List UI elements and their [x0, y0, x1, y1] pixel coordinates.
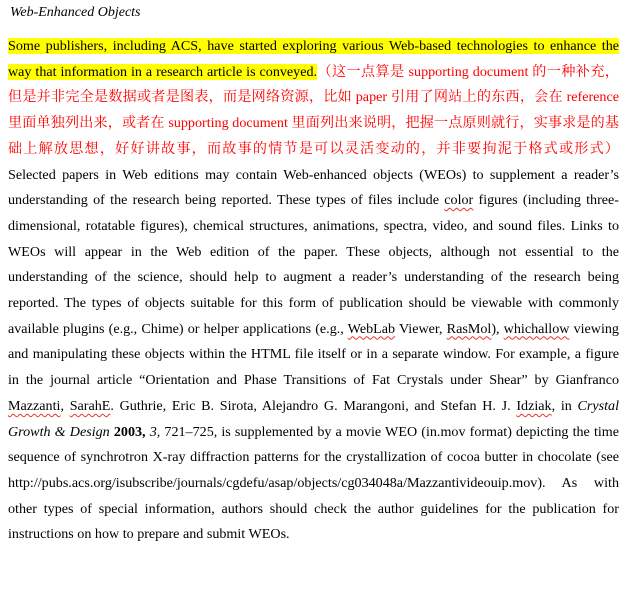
spellcheck-word: WebLab	[347, 320, 396, 337]
body-text: ),	[491, 320, 504, 337]
spellcheck-word: whichallow	[503, 320, 570, 337]
highlighted-sentence: Some publishers, including ACS, have started exploring various Web-based technologies to enhance the way that information in a research article is conveyed.	[8, 38, 619, 80]
journal-year: 2003,	[113, 423, 146, 440]
journal-volume: 3,	[149, 423, 161, 440]
body-text: ,	[60, 397, 70, 414]
body-text: Selected papers in Web editions may contain Web-enhanced objects (WEOs) to supplement a reader’s understanding of the research being reported. These types of files include	[8, 166, 619, 209]
spellcheck-word: RasMol	[446, 320, 492, 337]
spellcheck-word: SarahE	[69, 397, 111, 414]
body-text: figures (including three-dimensional, rotatable figures), chemical structures, animations, spectra, video, and sound files. Links to WEOs will appear in the Web edition of the paper. These objects, although not essential to the understanding of the science, should help to augment a reader’s understanding of the research being reported. The types of objects suitable for this form of publication should be viewable with commonly available plugins (e.g., Chime) or helper applications (e.g.,	[8, 192, 620, 337]
spellcheck-word: Mazzanti	[8, 397, 61, 414]
chinese-annotation: （这一点算是 supporting document 的一种补充，但是并非完全是数据或者是图表，而是网络资源，比如 paper 引用了网站上的东西，会在 reference 里面单独列出来，或者在 supporting document 里面列出来说明，把握一点原则就行，实事求是的基础上解放思想，好好讲故事，而故事的情节是可以灵活变动的，并非要拘泥于格式或形式）	[8, 63, 619, 157]
body-paragraph	[8, 34, 619, 548]
section-heading: Web-Enhanced Objects	[10, 5, 141, 20]
body-text: viewing and manipulating these objects within the HTML file itself or in a separate window. For example, a figure in the journal article “Orientation and Phase Transitions of Fat Crystals under Shear” by Gianfranco	[8, 320, 619, 389]
spellcheck-word: Idziak	[516, 397, 552, 414]
journal-name: Crystal Growth & Design	[8, 397, 620, 440]
body-text: Viewer,	[395, 320, 447, 337]
body-text: 721–725, is supplemented by a movie WEO (in.mov format) depicting the time sequence of synchrotron X-ray diffraction patterns for the crystallization of cocoa butter in chocolate (see http://pubs.acs.org/isubscribe/journals/cgdefu/asap/objects/cg034048a/Mazzantivideouip.mov). As with other types of special information, authors should check the author guidelines for the publication for instructions on how to prepare and submit WEOs.	[8, 423, 619, 543]
body-text: . Guthrie, Eric B. Sirota, Alejandro G. Marangoni, and Stefan H. J.	[110, 397, 517, 414]
spellcheck-word: color	[444, 192, 474, 209]
body-text: , in	[551, 397, 578, 414]
